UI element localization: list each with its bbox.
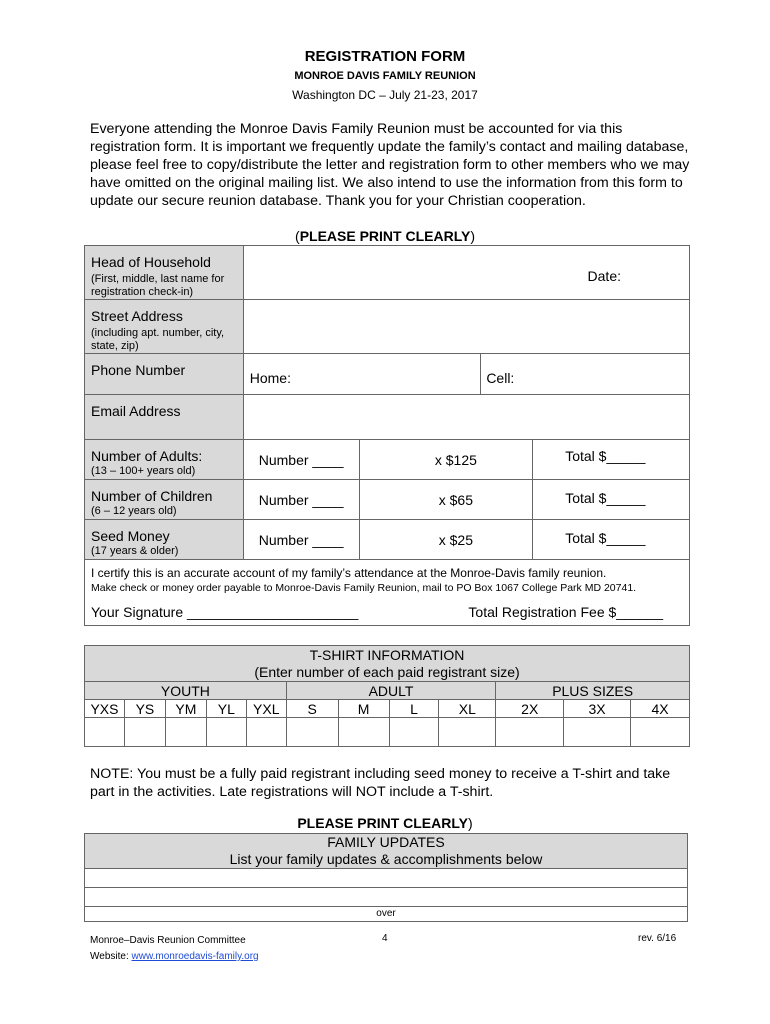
tshirt-header bbox=[85, 646, 690, 682]
size-entry-cell[interactable] bbox=[206, 718, 246, 747]
head-of-household-field[interactable] bbox=[243, 246, 689, 300]
over-note: over bbox=[376, 908, 396, 919]
cell-label: Cell: bbox=[486, 370, 515, 386]
email-address-label: Email Address bbox=[85, 395, 244, 440]
print-clearly-heading: (PLEASE PRINT CLEARLY) bbox=[295, 228, 475, 244]
form-title: REGISTRATION FORM bbox=[304, 48, 466, 65]
size-entry-cell[interactable] bbox=[439, 718, 496, 747]
seed-total-field[interactable]: Total $_____ bbox=[533, 520, 690, 560]
seed-number-field[interactable]: Number ____ bbox=[243, 520, 359, 560]
family-update-line[interactable] bbox=[85, 869, 688, 888]
adults-label: Number of Adults: (13 – 100+ years old) bbox=[85, 440, 244, 480]
date-label: Date: bbox=[587, 268, 621, 284]
registration-table bbox=[84, 245, 690, 626]
tshirt-table bbox=[84, 645, 690, 747]
intro-paragraph: Everyone attending the Monroe Davis Family Reunion must be accounted for via this registration form. It is important we frequently update the family’s contact and mailing database, please feel free to copy/distribute the letter and registration form to other members who we may have omitted on the original mailing list. We also intend to use the information from this form to update our secure reunion database. Thank you for your Christian cooperation. bbox=[90, 121, 690, 209]
size-entry-cell[interactable] bbox=[165, 718, 206, 747]
children-price: x $65 bbox=[359, 480, 533, 520]
print-clearly-heading-2: PLEASE PRINT CLEARLY) bbox=[297, 815, 473, 831]
size-entry-row bbox=[85, 718, 690, 747]
website-label: Website: bbox=[90, 951, 129, 962]
family-update-line[interactable] bbox=[85, 888, 688, 907]
home-label: Home: bbox=[249, 370, 291, 386]
size-label: YXL bbox=[246, 700, 286, 718]
size-label: YS bbox=[124, 700, 165, 718]
seed-money-label: Seed Money (17 years & older) bbox=[85, 520, 244, 560]
adult-header: ADULT bbox=[286, 682, 496, 700]
street-address-field[interactable] bbox=[243, 300, 689, 354]
size-entry-cell[interactable] bbox=[85, 718, 125, 747]
reunion-name: MONROE DAVIS FAMILY REUNION bbox=[294, 70, 476, 82]
tshirt-subtitle: (Enter number of each paid registrant size) bbox=[254, 663, 520, 680]
location-dates: Washington DC – July 21-23, 2017 bbox=[292, 88, 478, 102]
size-label: 4X bbox=[631, 700, 690, 718]
size-labels-row bbox=[85, 700, 690, 718]
total-fee-field[interactable]: Total Registration Fee $______ bbox=[468, 604, 663, 620]
revision: rev. 6/16 bbox=[638, 933, 677, 944]
size-label: YXS bbox=[85, 700, 125, 718]
seed-price: x $25 bbox=[359, 520, 533, 560]
page-number: 4 bbox=[382, 933, 388, 944]
size-label: YL bbox=[206, 700, 246, 718]
home-phone-field[interactable] bbox=[243, 354, 481, 395]
size-label: 3X bbox=[564, 700, 631, 718]
size-label: XL bbox=[439, 700, 496, 718]
size-label: YM bbox=[165, 700, 206, 718]
footer-left bbox=[90, 933, 259, 965]
certify-statement: I certify this is an accurate account of my family’s attendance at the Monroe-Davis family reunion. bbox=[91, 566, 607, 580]
street-address-label: Street Address (including apt. number, city, state, zip) bbox=[85, 300, 244, 354]
family-updates-subtitle: List your family updates & accomplishments below bbox=[229, 851, 543, 867]
plus-sizes-header: PLUS SIZES bbox=[496, 682, 690, 700]
tshirt-note: NOTE: You must be a fully paid registrant including seed money to receive a T-shirt and take part in the activities. Late registrations will NOT include a T-shirt. bbox=[90, 766, 671, 800]
size-label: S bbox=[286, 700, 338, 718]
payable-instructions: Make check or money order payable to Monroe-Davis Family Reunion, mail to PO Box 1067 College Park MD 20741. bbox=[91, 582, 637, 594]
size-entry-cell[interactable] bbox=[389, 718, 439, 747]
family-updates-title: FAMILY UPDATES bbox=[327, 834, 445, 850]
size-entry-cell[interactable] bbox=[564, 718, 631, 747]
size-entry-cell[interactable] bbox=[338, 718, 389, 747]
family-updates-header bbox=[85, 834, 688, 869]
size-entry-cell[interactable] bbox=[124, 718, 165, 747]
head-of-household-label: Head of Household (First, middle, last name for registration check-in) bbox=[85, 246, 244, 300]
size-entry-cell[interactable] bbox=[286, 718, 338, 747]
adults-number-field[interactable]: Number ____ bbox=[243, 440, 359, 480]
committee-name: Monroe–Davis Reunion Committee bbox=[90, 935, 246, 946]
children-label: Number of Children (6 – 12 years old) bbox=[85, 480, 244, 520]
tshirt-title: T-SHIRT INFORMATION bbox=[309, 646, 465, 663]
size-entry-cell[interactable] bbox=[496, 718, 564, 747]
adults-price: x $125 bbox=[359, 440, 533, 480]
youth-header: YOUTH bbox=[85, 682, 287, 700]
certification-block bbox=[85, 560, 690, 626]
size-label: M bbox=[338, 700, 389, 718]
cell-phone-field[interactable] bbox=[481, 354, 690, 395]
children-total-field[interactable]: Total $_____ bbox=[533, 480, 690, 520]
phone-number-label: Phone Number bbox=[85, 354, 244, 395]
signature-field[interactable]: Your Signature ______________________ bbox=[91, 604, 359, 620]
size-label: 2X bbox=[496, 700, 564, 718]
size-entry-cell[interactable] bbox=[631, 718, 690, 747]
email-address-field[interactable] bbox=[243, 395, 689, 440]
website-link[interactable]: www.monroedavis-family.org bbox=[131, 951, 259, 962]
children-number-field[interactable]: Number ____ bbox=[243, 480, 359, 520]
adults-total-field[interactable]: Total $_____ bbox=[533, 440, 690, 480]
size-entry-cell[interactable] bbox=[246, 718, 286, 747]
size-label: L bbox=[389, 700, 439, 718]
